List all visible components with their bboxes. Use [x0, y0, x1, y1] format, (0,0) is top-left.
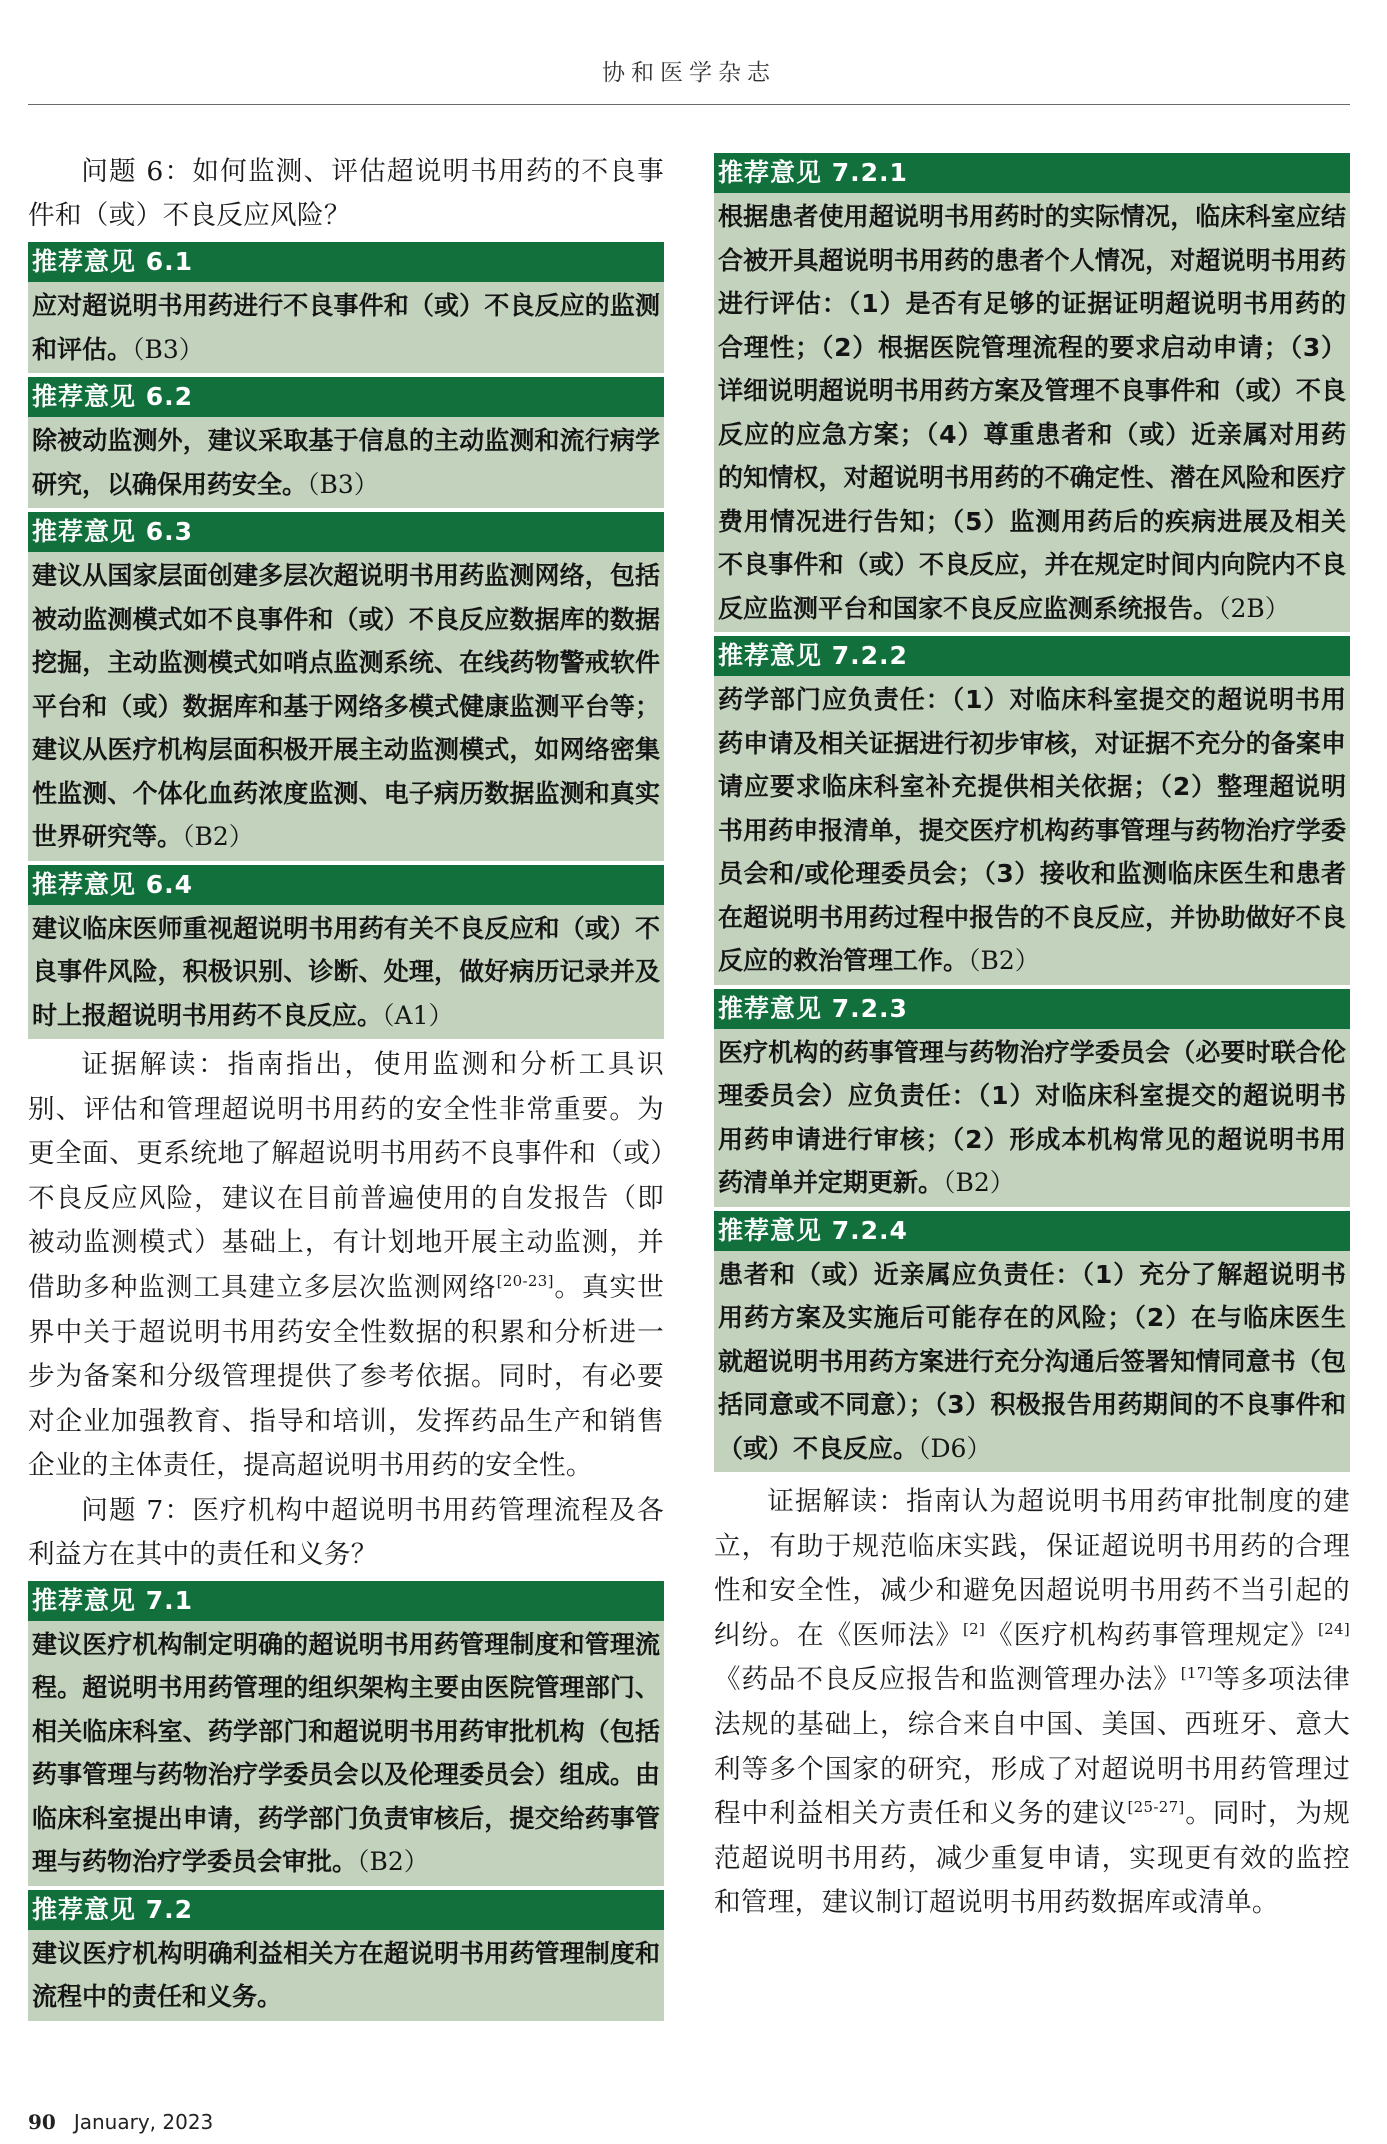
evidence-interpretation-1 [28, 1043, 664, 1489]
citation-ref: [17] [1180, 1664, 1213, 1683]
citation-ref: [2] [963, 1619, 986, 1638]
body-text: 。真实世界中关于超说明书用药安全性数据的积累和分析进一步为备案和分级管理提供了参考依据。同时，有必要对企业加强教育、指导和培训，发挥药品生产和销售企业的主体责任，提高超说明书用药的安全性。 [28, 1271, 664, 1482]
recommendation-6-4-heading: 推荐意见 6.4 [28, 865, 664, 905]
evidence-interpretation-2 [714, 1480, 1350, 1926]
body-text: 证据解读：指南指出，使用监测和分析工具识别、评估和管理超说明书用药的安全性非常重要。为更全面、更系统地了解超说明书用药不良事件和（或）不良反应风险，建议在目前普遍使用的自发报告（即被动监测模式）基础上，有计划地开展主动监测，并借助多种监测工具建立多层次监测网络 [28, 1049, 664, 1303]
recommendation-6-1-text [28, 282, 664, 373]
recommendation-text: 建议临床医师重视超说明书用药有关不良反应和（或）不良事件风险，积极识别、诊断、处理，做好病历记录并及时上报超说明书用药不良反应。 [32, 913, 660, 1030]
recommendation-6-3-text [28, 552, 664, 861]
citation-ref: [24] [1318, 1619, 1350, 1638]
body-text: 证据解读：指南认为超说明书用药审批制度的建立，有助于规范临床实践，保证超说明书用药的合理性和安全性，减少和避免因超说明书用药不当引起的纠纷。在《医师法》 [714, 1486, 1350, 1651]
question-6: 问题 6：如何监测、评估超说明书用药的不良事件和（或）不良反应风险？ [28, 156, 664, 231]
body-text: 等多项法律法规的基础上，综合来自中国、美国、西班牙、意大利等多个国家的研究，形成了对超说明书用药管理过程中利益相关方责任和义务的建议 [714, 1664, 1350, 1830]
recommendation-6-3-heading: 推荐意见 6.3 [28, 512, 664, 552]
recommendation-7-2-3-heading: 推荐意见 7.2.3 [714, 989, 1350, 1029]
recommendation-text: 患者和（或）近亲属应负责任：（1）充分了解超说明书用药方案及实施后可能存在的风险；（2）在与临床医生就超说明书用药方案进行充分沟通后签署知情同意书（包括同意或不同意）；（3）积极报告用药期间的不良事件和（或）不良反应。 [718, 1259, 1346, 1463]
recommendation-text: 医疗机构的药事管理与药物治疗学委员会（必要时联合伦理委员会）应负责任：（1）对临床科室提交的超说明书用药申请进行审核；（2）形成本机构常见的超说明书用药清单并定期更新。 [718, 1037, 1346, 1197]
body-text: 。同时，为规范超说明书用药，减少重复申请，实现更有效的监控和管理，建议制订超说明书用药数据库或清单。 [714, 1798, 1350, 1919]
left-column [28, 150, 664, 2021]
evidence-grade: （B2） [943, 1168, 1015, 1197]
recommendation-7-1-heading: 推荐意见 7.1 [28, 1581, 664, 1621]
evidence-grade: （B3） [307, 469, 379, 499]
evidence-grade: （D6） [918, 1433, 992, 1463]
page-footer [28, 2108, 213, 2136]
issue-date: January, 2023 [73, 2110, 214, 2134]
recommendation-7-2-heading: 推荐意见 7.2 [28, 1890, 664, 1930]
evidence-grade: （B3） [132, 334, 204, 364]
body-text: 《药品不良反应报告和监测管理办法》 [714, 1664, 1181, 1696]
recommendation-6-1-heading: 推荐意见 6.1 [28, 242, 664, 282]
right-column [714, 153, 1350, 1926]
page-number: 90 [28, 2110, 56, 2134]
recommendation-text: 根据患者使用超说明书用药时的实际情况，临床科室应结合被开具超说明书用药的患者个人情况，对超说明书用药进行评估：（1）是否有足够的证据证明超说明书用药的合理性；（2）根据医院管理流程的要求启动申请；（3）详细说明超说明书用药方案及管理不良事件和（或）不良反应的应急方案；（4）尊重患者和（或）近亲属对用药的知情权，对超说明书用药的不确定性、潜在风险和医疗费用情况进行告知；（5）监测用药后的疾病进展及相关不良事件和（或）不良反应，并在规定时间内向院内不良反应监测平台和国家不良反应监测系统报告。 [718, 202, 1346, 623]
citation-ref: [25-27] [1127, 1798, 1185, 1817]
evidence-grade: （B2） [968, 946, 1040, 975]
recommendation-7-2-2-heading: 推荐意见 7.2.2 [714, 636, 1350, 676]
evidence-grade: （B2） [357, 1847, 429, 1877]
evidence-grade: （B2） [182, 822, 254, 851]
citation-ref: [20-23] [496, 1272, 554, 1291]
recommendation-text: 除被动监测外，建议采取基于信息的主动监测和流行病学研究，以确保用药安全。 [32, 426, 660, 499]
recommendation-7-2-1-text [714, 193, 1350, 632]
recommendation-text: 药学部门应负责任：（1）对临床科室提交的超说明书用药申请及相关证据进行初步审核，对证据不充分的备案申请应要求临床科室补充提供相关依据；（2）整理超说明书用药申报清单，提交医疗机构药事管理与药物治疗学委员会和/或伦理委员会；（3）接收和监测临床医生和患者在超说明书用药过程中报告的不良反应，并协助做好不良反应的救治管理工作。 [718, 685, 1346, 975]
recommendation-6-2-text [28, 417, 664, 508]
recommendation-7-2-4-heading: 推荐意见 7.2.4 [714, 1211, 1350, 1251]
recommendation-text: 应对超说明书用药进行不良事件和（或）不良反应的监测和评估。 [32, 291, 660, 364]
evidence-grade: （2B） [1218, 593, 1290, 623]
recommendation-6-2-heading: 推荐意见 6.2 [28, 377, 664, 417]
recommendation-7-2-2-text [714, 676, 1350, 985]
recommendation-7-1-text [28, 1621, 664, 1886]
recommendation-text: 建议从国家层面创建多层次超说明书用药监测网络，包括被动监测模式如不良事件和（或）不良反应数据库的数据挖掘，主动监测模式如哨点监测系统、在线药物警戒软件平台和（或）数据库和基于网络多模式健康监测平台等；建议从医疗机构层面积极开展主动监测模式，如网络密集性监测、个体化血药浓度监测、电子病历数据监测和真实世界研究等。 [32, 561, 660, 851]
recommendation-7-2-3-text [714, 1029, 1350, 1207]
recommendation-7-2-1-heading: 推荐意见 7.2.1 [714, 153, 1350, 193]
recommendation-text: 建议医疗机构制定明确的超说明书用药管理制度和管理流程。超说明书用药管理的组织架构主要由医院管理部门、相关临床科室、药学部门和超说明书用药审批机构（包括药事管理与药物治疗学委员会以及伦理委员会）组成。由临床科室提出申请，药学部门负责审核后，提交给药事管理与药物治疗学委员会审批。 [32, 1629, 660, 1877]
recommendation-6-4-text [28, 905, 664, 1040]
recommendation-7-2-text: 建议医疗机构明确利益相关方在超说明书用药管理制度和流程中的责任和义务。 [28, 1930, 664, 2021]
body-text: 《医疗机构药事管理规定》 [985, 1619, 1318, 1651]
evidence-grade: （A1） [382, 1000, 454, 1030]
recommendation-7-2-4-text [714, 1251, 1350, 1473]
question-7: 问题 7：医疗机构中超说明书用药管理流程及各利益方在其中的责任和义务？ [28, 1494, 664, 1570]
running-header [28, 58, 1350, 105]
journal-title: 协和医学杂志 [602, 60, 776, 86]
